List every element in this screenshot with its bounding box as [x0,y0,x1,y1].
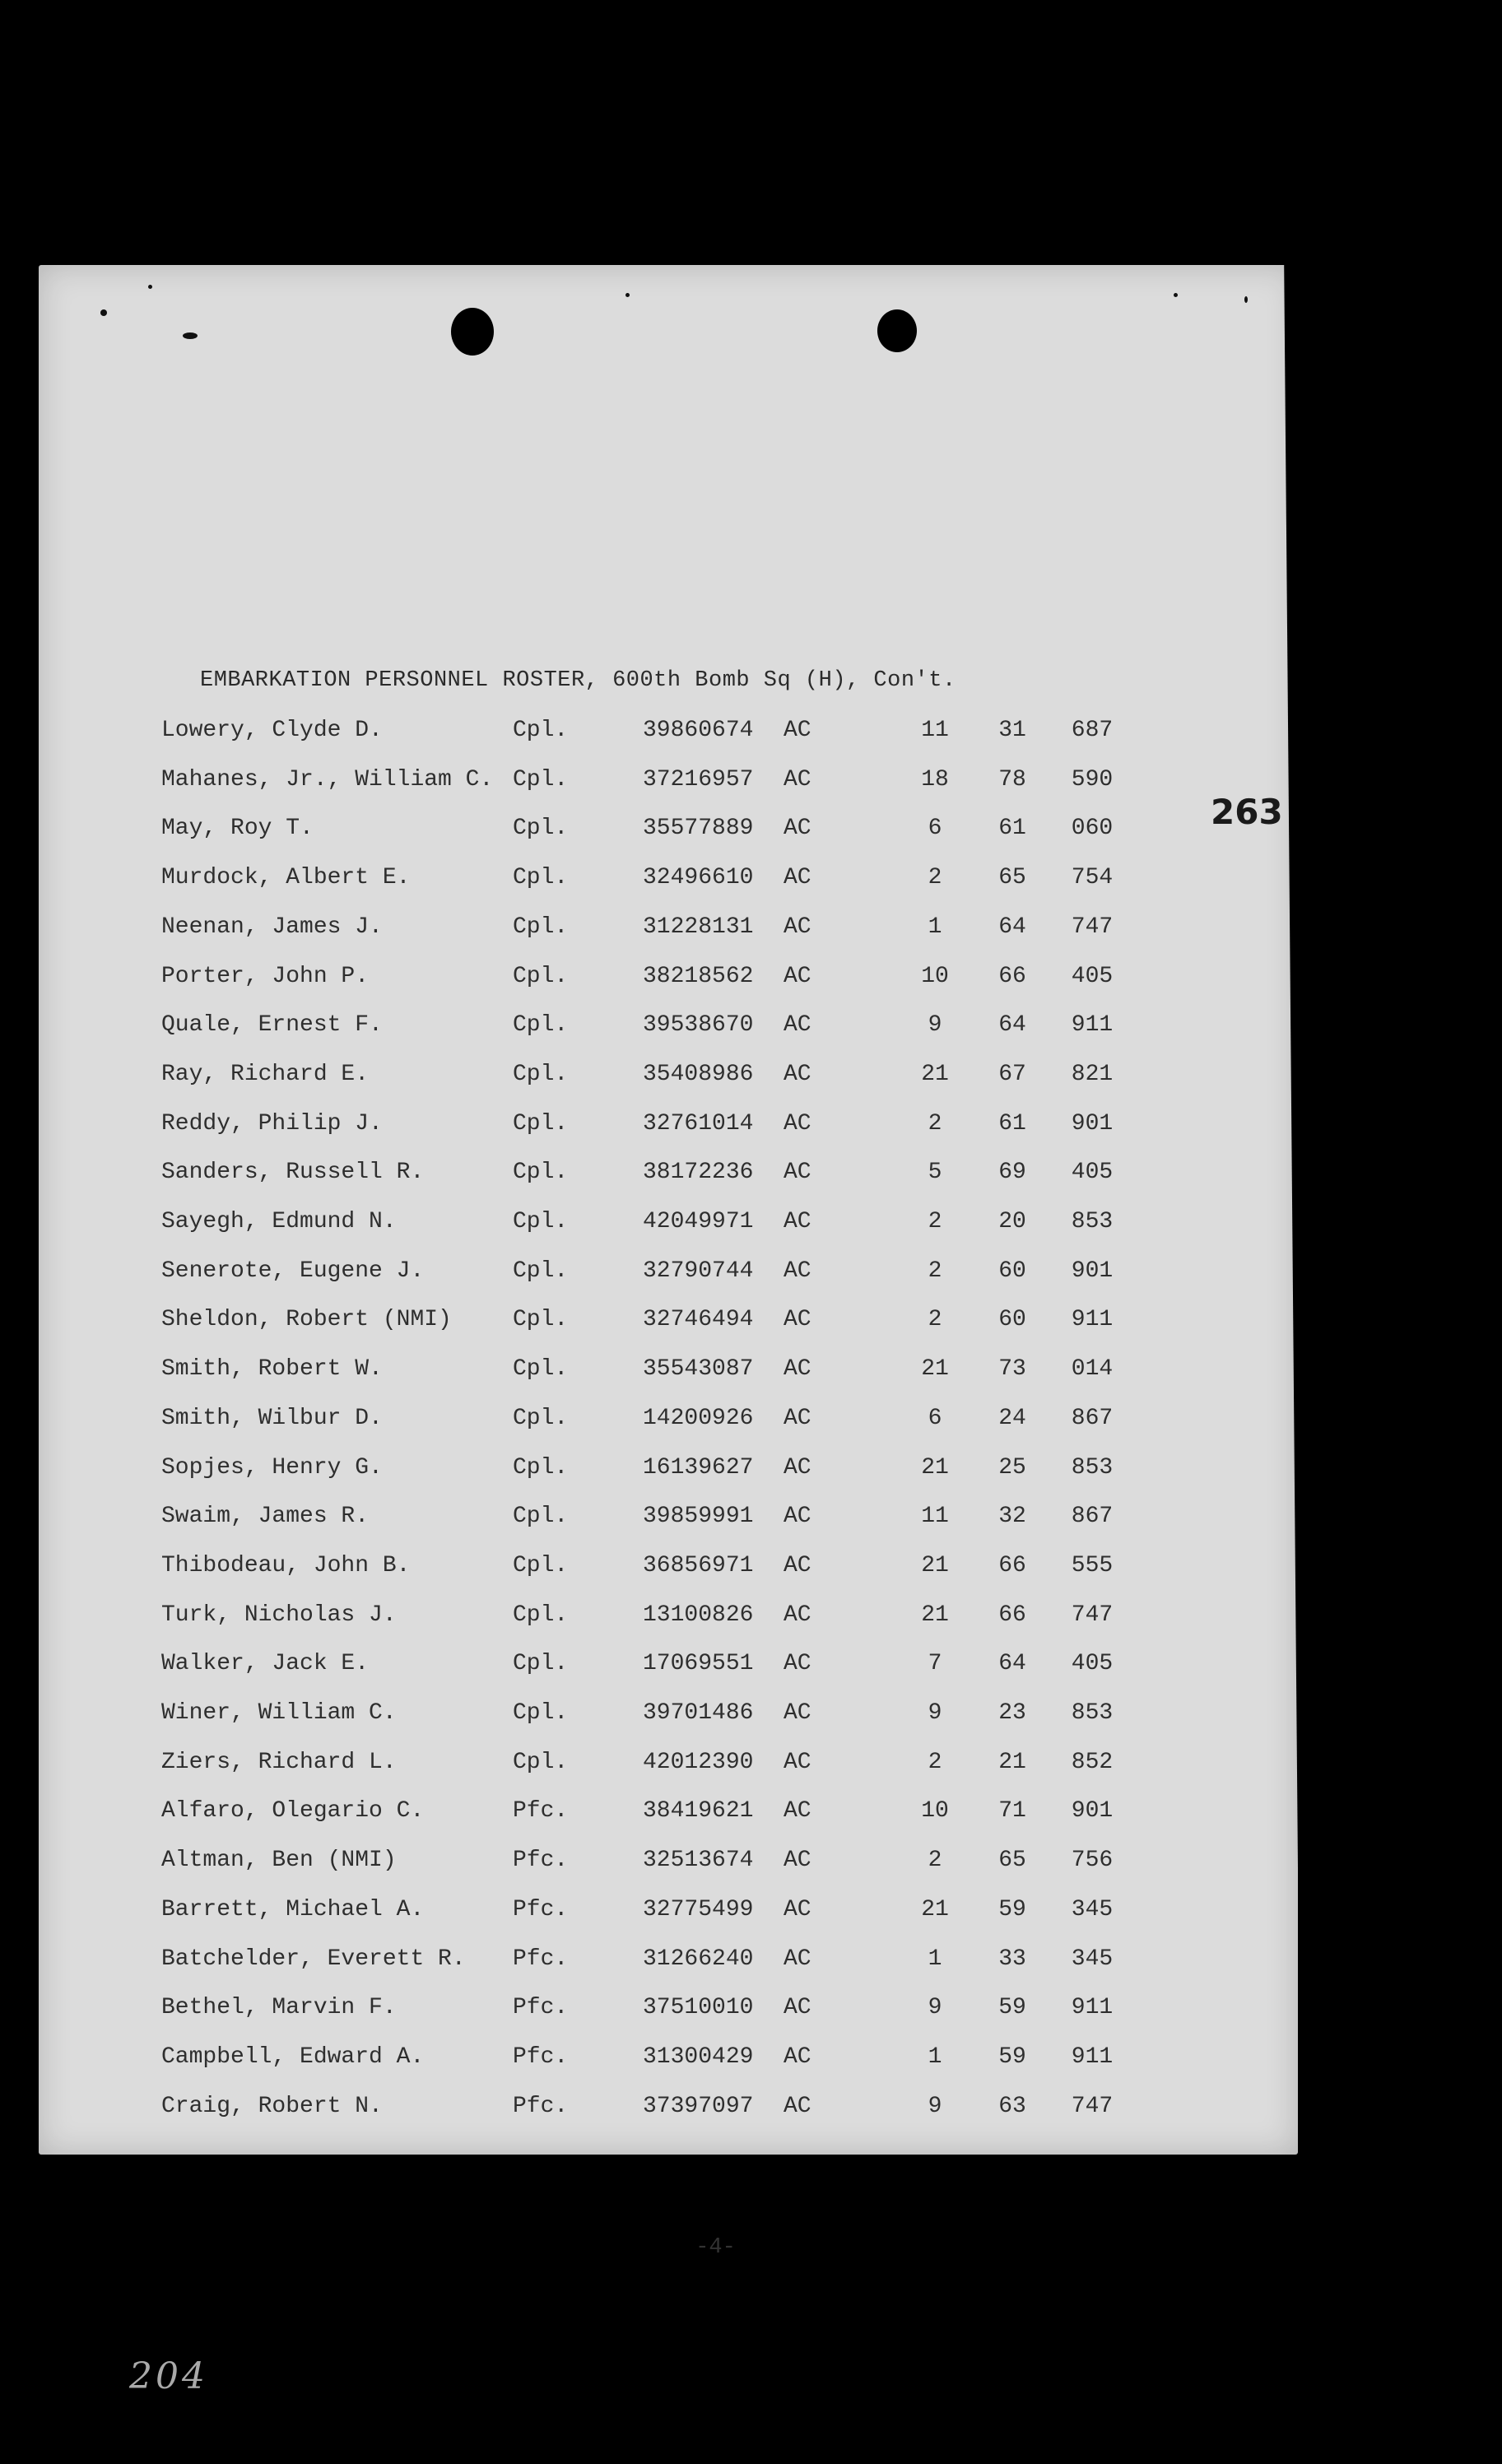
col-a: 2 [928,1209,942,1234]
rank: Cpl. [513,1651,569,1676]
col-c: 555 [1071,1553,1114,1578]
branch-code: AC [784,964,811,989]
table-row [39,1406,1298,1439]
col-a: 2 [928,1750,942,1775]
pencil-note: 204 [129,2355,208,2397]
table-row [39,1897,1298,1930]
rank: Cpl. [513,767,569,793]
serial-number: 35543087 [643,1356,754,1382]
person-name: Campbell, Edward A. [161,2044,425,2070]
col-a: 11 [921,718,949,743]
speck [1244,296,1248,303]
col-a: 1 [928,1946,942,1972]
person-name: Craig, Robert N. [161,2094,383,2119]
serial-number: 42012390 [643,1750,754,1775]
table-row [39,964,1298,997]
col-a: 1 [928,914,942,940]
col-c: 754 [1071,865,1114,890]
rank: Cpl. [513,1258,569,1284]
col-c: 345 [1071,1897,1114,1922]
col-c: 911 [1071,2044,1114,2070]
branch-code: AC [784,1160,811,1185]
speck [183,332,198,339]
col-b: 71 [998,1798,1026,1824]
col-c: 747 [1071,914,1114,940]
serial-number: 31266240 [643,1946,754,1972]
col-a: 11 [921,1504,949,1529]
branch-code: AC [784,2094,811,2119]
rank: Cpl. [513,1160,569,1185]
col-b: 20 [998,1209,1026,1234]
rank: Cpl. [513,1307,569,1332]
table-row [39,816,1298,848]
rank: Pfc. [513,1995,569,2020]
branch-code: AC [784,1111,811,1137]
col-a: 21 [921,1455,949,1481]
rank: Pfc. [513,1946,569,1972]
branch-code: AC [784,767,811,793]
person-name: Sayegh, Edmund N. [161,1209,397,1234]
rank: Cpl. [513,1750,569,1775]
col-c: 756 [1071,1848,1114,1873]
table-row [39,1553,1298,1586]
table-row [39,1160,1298,1192]
serial-number: 32775499 [643,1897,754,1922]
col-a: 21 [921,1897,949,1922]
serial-number: 38218562 [643,964,754,989]
rank: Cpl. [513,1062,569,1087]
serial-number: 31228131 [643,914,754,940]
col-b: 59 [998,1995,1026,2020]
col-b: 73 [998,1356,1026,1382]
col-a: 9 [928,1012,942,1038]
serial-number: 32790744 [643,1258,754,1284]
person-name: May, Roy T. [161,816,314,841]
branch-code: AC [784,865,811,890]
person-name: Altman, Ben (NMI) [161,1848,397,1873]
col-a: 10 [921,964,949,989]
speck [148,285,152,289]
rank: Cpl. [513,1209,569,1234]
col-c: 014 [1071,1356,1114,1382]
branch-code: AC [784,1602,811,1628]
serial-number: 32746494 [643,1307,754,1332]
table-row [39,1946,1298,1979]
person-name: Sanders, Russell R. [161,1160,425,1185]
branch-code: AC [784,1258,811,1284]
table-row [39,1700,1298,1733]
person-name: Swaim, James R. [161,1504,370,1529]
col-c: 853 [1071,1209,1114,1234]
table-row [39,1307,1298,1340]
branch-code: AC [784,1995,811,2020]
table-row [39,767,1298,800]
rank: Cpl. [513,865,569,890]
rank: Cpl. [513,816,569,841]
col-b: 23 [998,1700,1026,1726]
person-name: Walker, Jack E. [161,1651,370,1676]
col-b: 59 [998,2044,1026,2070]
col-b: 31 [998,718,1026,743]
col-c: 911 [1071,1995,1114,2020]
speck [625,293,630,297]
person-name: Senerote, Eugene J. [161,1258,425,1284]
rank: Pfc. [513,2094,569,2119]
col-a: 2 [928,1307,942,1332]
serial-number: 39860674 [643,718,754,743]
person-name: Smith, Robert W. [161,1356,383,1382]
serial-number: 17069551 [643,1651,754,1676]
branch-code: AC [784,816,811,841]
col-a: 21 [921,1553,949,1578]
table-row [39,914,1298,947]
col-b: 66 [998,1553,1026,1578]
serial-number: 31300429 [643,2044,754,2070]
table-row [39,1356,1298,1389]
serial-number: 37397097 [643,2094,754,2119]
rank: Cpl. [513,1602,569,1628]
col-c: 911 [1071,1307,1114,1332]
col-a: 2 [928,1258,942,1284]
col-b: 66 [998,964,1026,989]
rank: Cpl. [513,914,569,940]
col-b: 78 [998,767,1026,793]
rank: Cpl. [513,1111,569,1137]
person-name: Bethel, Marvin F. [161,1995,397,2020]
col-b: 25 [998,1455,1026,1481]
speck [100,309,107,316]
col-a: 6 [928,1406,942,1431]
table-row [39,2044,1298,2077]
branch-code: AC [784,1798,811,1824]
table-row [39,1258,1298,1291]
branch-code: AC [784,1307,811,1332]
person-name: Quale, Ernest F. [161,1012,383,1038]
rank: Pfc. [513,1897,569,1922]
col-a: 1 [928,2044,942,2070]
person-name: Reddy, Philip J. [161,1111,383,1137]
branch-code: AC [784,1455,811,1481]
table-row [39,1848,1298,1881]
col-c: 405 [1071,1160,1114,1185]
col-a: 9 [928,1995,942,2020]
col-b: 32 [998,1504,1026,1529]
col-b: 64 [998,1651,1026,1676]
col-a: 21 [921,1062,949,1087]
table-row [39,1651,1298,1684]
rank: Cpl. [513,1700,569,1726]
branch-code: AC [784,1062,811,1087]
person-name: Smith, Wilbur D. [161,1406,383,1431]
table-row [39,1798,1298,1831]
serial-number: 35577889 [643,816,754,841]
serial-number: 16139627 [643,1455,754,1481]
stamp-number: 263 [1211,792,1283,832]
rank: Cpl. [513,1504,569,1529]
col-c: 867 [1071,1406,1114,1431]
table-row [39,1209,1298,1242]
serial-number: 42049971 [643,1209,754,1234]
person-name: Barrett, Michael A. [161,1897,425,1922]
col-b: 65 [998,865,1026,890]
person-name: Turk, Nicholas J. [161,1602,397,1628]
branch-code: AC [784,718,811,743]
document-page [39,265,1298,2397]
table-row [39,1062,1298,1095]
rank: Cpl. [513,1455,569,1481]
serial-number: 39859991 [643,1504,754,1529]
rank: Pfc. [513,1848,569,1873]
col-b: 66 [998,1602,1026,1628]
col-c: 747 [1071,2094,1114,2119]
col-a: 21 [921,1356,949,1382]
branch-code: AC [784,1700,811,1726]
branch-code: AC [784,1356,811,1382]
col-c: 867 [1071,1504,1114,1529]
col-a: 10 [921,1798,949,1824]
col-b: 67 [998,1062,1026,1087]
roster-header: EMBARKATION PERSONNEL ROSTER, 600th Bomb Sq (H), Con't. [200,668,956,693]
col-c: 821 [1071,1062,1114,1087]
speck [1174,293,1178,297]
col-a: 21 [921,1602,949,1628]
branch-code: AC [784,1553,811,1578]
table-row [39,1111,1298,1144]
serial-number: 39701486 [643,1700,754,1726]
rank: Cpl. [513,1406,569,1431]
branch-code: AC [784,1750,811,1775]
col-c: 901 [1071,1111,1114,1137]
col-a: 7 [928,1651,942,1676]
col-c: 405 [1071,1651,1114,1676]
branch-code: AC [784,2044,811,2070]
col-c: 687 [1071,718,1114,743]
col-b: 64 [998,914,1026,940]
branch-code: AC [784,1504,811,1529]
rank: Cpl. [513,718,569,743]
rank: Cpl. [513,1356,569,1382]
serial-number: 36856971 [643,1553,754,1578]
table-row [39,2094,1298,2127]
serial-number: 14200926 [643,1406,754,1431]
col-a: 9 [928,1700,942,1726]
col-c: 852 [1071,1750,1114,1775]
col-a: 2 [928,1848,942,1873]
rank: Pfc. [513,1798,569,1824]
col-c: 590 [1071,767,1114,793]
rank: Cpl. [513,964,569,989]
serial-number: 38419621 [643,1798,754,1824]
branch-code: AC [784,1406,811,1431]
table-row [39,1504,1298,1537]
col-c: 345 [1071,1946,1114,1972]
col-c: 853 [1071,1700,1114,1726]
serial-number: 39538670 [643,1012,754,1038]
person-name: Sopjes, Henry G. [161,1455,383,1481]
col-a: 2 [928,1111,942,1137]
col-a: 9 [928,2094,942,2119]
person-name: Ziers, Richard L. [161,1750,397,1775]
col-b: 64 [998,1012,1026,1038]
col-a: 6 [928,816,942,841]
person-name: Winer, William C. [161,1700,397,1726]
person-name: Murdock, Albert E. [161,865,411,890]
col-b: 59 [998,1897,1026,1922]
col-b: 60 [998,1307,1026,1332]
branch-code: AC [784,1897,811,1922]
serial-number: 38172236 [643,1160,754,1185]
col-c: 901 [1071,1798,1114,1824]
branch-code: AC [784,1209,811,1234]
col-a: 5 [928,1160,942,1185]
col-b: 69 [998,1160,1026,1185]
person-name: Porter, John P. [161,964,370,989]
person-name: Mahanes, Jr., William C. [161,767,494,793]
col-a: 18 [921,767,949,793]
rank: Pfc. [513,2044,569,2070]
col-c: 901 [1071,1258,1114,1284]
table-row [39,1455,1298,1488]
serial-number: 32513674 [643,1848,754,1873]
person-name: Batchelder, Everett R. [161,1946,466,1972]
rank: Cpl. [513,1012,569,1038]
serial-number: 37216957 [643,767,754,793]
col-c: 060 [1071,816,1114,841]
col-b: 60 [998,1258,1026,1284]
rank: Cpl. [513,1553,569,1578]
col-b: 65 [998,1848,1026,1873]
branch-code: AC [784,1848,811,1873]
table-row [39,718,1298,751]
col-a: 2 [928,865,942,890]
person-name: Alfaro, Olegario C. [161,1798,425,1824]
serial-number: 37510010 [643,1995,754,2020]
col-b: 21 [998,1750,1026,1775]
table-row [39,1602,1298,1635]
serial-number: 35408986 [643,1062,754,1087]
table-row [39,1012,1298,1045]
col-b: 24 [998,1406,1026,1431]
person-name: Ray, Richard E. [161,1062,370,1087]
col-b: 33 [998,1946,1026,1972]
serial-number: 13100826 [643,1602,754,1628]
person-name: Neenan, James J. [161,914,383,940]
table-row [39,1750,1298,1783]
person-name: Lowery, Clyde D. [161,718,383,743]
branch-code: AC [784,1651,811,1676]
col-c: 911 [1071,1012,1114,1038]
table-row [39,865,1298,898]
col-b: 63 [998,2094,1026,2119]
punch-hole-left [451,308,494,356]
punch-hole-right [877,309,917,352]
col-b: 61 [998,1111,1026,1137]
col-c: 405 [1071,964,1114,989]
col-c: 853 [1071,1455,1114,1481]
person-name: Thibodeau, John B. [161,1553,411,1578]
col-b: 61 [998,816,1026,841]
page-number: -4- [695,2235,736,2260]
branch-code: AC [784,1946,811,1972]
table-row [39,1995,1298,2028]
branch-code: AC [784,1012,811,1038]
serial-number: 32761014 [643,1111,754,1137]
person-name: Sheldon, Robert (NMI) [161,1307,452,1332]
col-c: 747 [1071,1602,1114,1628]
branch-code: AC [784,914,811,940]
serial-number: 32496610 [643,865,754,890]
